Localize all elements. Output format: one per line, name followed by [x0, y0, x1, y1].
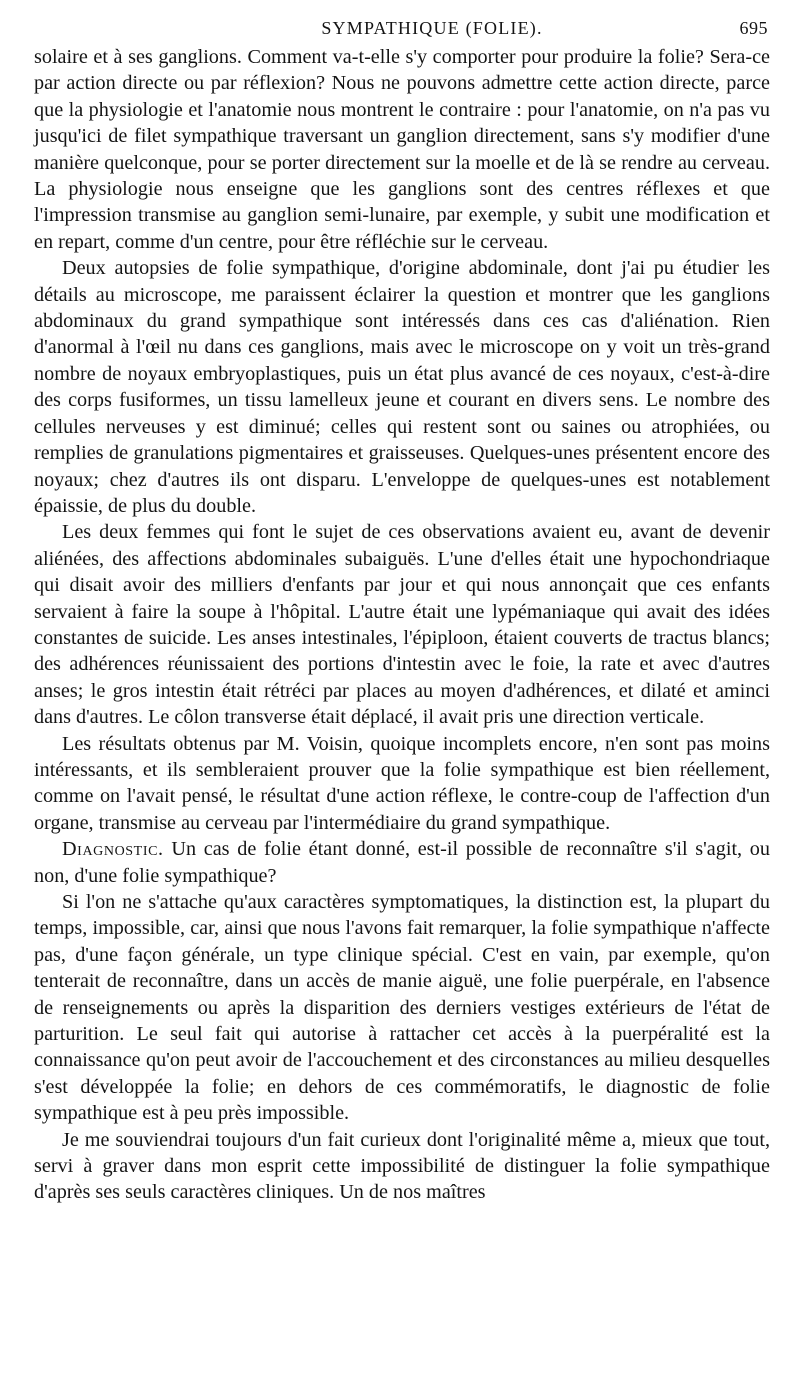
paragraph [34, 44, 770, 255]
running-title: SYMPATHIQUE (FOLIE). [321, 18, 543, 38]
paragraph [34, 1127, 770, 1206]
paragraph-text: Si l'on ne s'attache qu'aux caractères symptomatiques, la distinction est, la plupart du temps, impossible, car, ainsi que nous l'avons fait remarquer, la folie sympathique n'affecte pas, d'une façon générale, un type clinique spécial. C'est en vain, par exemple, qu'on tenterait de reconnaître, dans un accès de manie aiguë, une folie puerpérale, en l'absence de renseignements ou après la disparition des derniers vestiges extérieurs de l'état de parturition. Le seul fait qui autorise à rattacher cet accès à la puerpéralité est la connaissance qu'on peut avoir de l'accouchement et des circonstances au milieu desquelles s'est développée la folie; en dehors de ces commémoratifs, le diagnostic de folie sympathique est à peu près impossible. [34, 891, 770, 1125]
section-heading-diagnostic: Diagnostic. [62, 838, 164, 861]
paragraph-text: Les résultats obtenus par M. Voisin, quoique incomplets encore, n'en sont pas moins intéressants, et ils sembleraient prouver que la folie sympathique est bien réellement, comme on l'avait pensé, le résultat d'une action réflexe, le contre-coup de l'affection d'un organe, transmise au cerveau par l'intermédiaire du grand sympathique. [34, 732, 770, 834]
paragraph-text: Je me souviendrai toujours d'un fait curieux dont l'originalité même a, mieux que tout, servi à graver dans mon esprit cette impossibilité de distinguer la folie sympathique d'après ses seuls caractères cliniques. Un de nos maîtres [34, 1128, 770, 1204]
body-text [34, 44, 770, 1206]
paragraph [34, 731, 770, 837]
paragraph [34, 836, 770, 889]
paragraph [34, 255, 770, 519]
paragraph-text: Deux autopsies de folie sympathique, d'origine abdominale, dont j'ai pu étudier les détails au microscope, me paraissent éclairer la question et montrer que les ganglions abdominaux du grand sympathique sont intéressés dans ces cas d'aliénation. Rien d'anormal à l'œil nu dans ces ganglions, mais avec le microscope on y voit un très-grand nombre de noyaux embryoplastiques, puis un état plus avancé de ces noyaux, c'est-à-dire des corps fusiformes, un tissu lamelleux jeune et courant en divers sens. Le nombre des cellules nerveuses y est diminué; celles qui restent sont ou saines ou atrophiées, ou remplies de granulations pigmentaires et graisseuses. Quelques-unes présentent encore des noyaux; chez d'autres ils ont disparu. L'enveloppe de quelques-unes est notablement épaissie, de plus du double. [34, 257, 770, 517]
paragraph-text: Les deux femmes qui font le sujet de ces observations avaient eu, avant de devenir aliénées, des affections abdominales subaiguës. L'une d'elles était une hypochondriaque qui disait avoir des milliers d'enfants par jour et qui nous annonçait que ces enfants servaient à faire la soupe à l'hôpital. L'autre était une lypémaniaque qui avait des idées constantes de suicide. Les anses intestinales, l'épiploon, étaient couverts de tractus blancs; des adhérences réunissaient des portions d'intestin avec le foie, la rate et avec d'autres anses; le gros intestin était rétréci par places au moyen d'adhérences, et dilaté et aminci dans d'autres. Le côlon transverse était déplacé, il avait pris une direction verticale. [34, 521, 770, 729]
running-head [34, 14, 770, 44]
paragraph [34, 889, 770, 1127]
book-page [34, 14, 770, 1206]
paragraph-text: solaire et à ses ganglions. Comment va-t-elle s'y comporter pour produire la folie? Sera-ce par action directe ou par réflexion? Nous ne pouvons admettre cette action directe, parce que la physiologie et l'anatomie nous montrent le contraire : pour l'anatomie, on n'a pas vu jusqu'ici de filet sympathique traversant un ganglion directement, sans s'y modifier d'une manière quelconque, pour se porter directement sur la moelle et de là se rendre au cerveau. La physiologie nous enseigne que les ganglions sont des centres réflexes et que l'impression transmise au ganglion semi-lunaire, par exemple, y subit une modification et en repart, comme d'un centre, pour être réfléchie sur le cerveau. [34, 46, 770, 253]
page-number: 695 [739, 18, 768, 38]
paragraph-text: Un cas de folie étant donné, est-il possible de reconnaître s'il s'agit, ou non, d'une folie sympathique? [34, 838, 770, 887]
paragraph [34, 519, 770, 730]
